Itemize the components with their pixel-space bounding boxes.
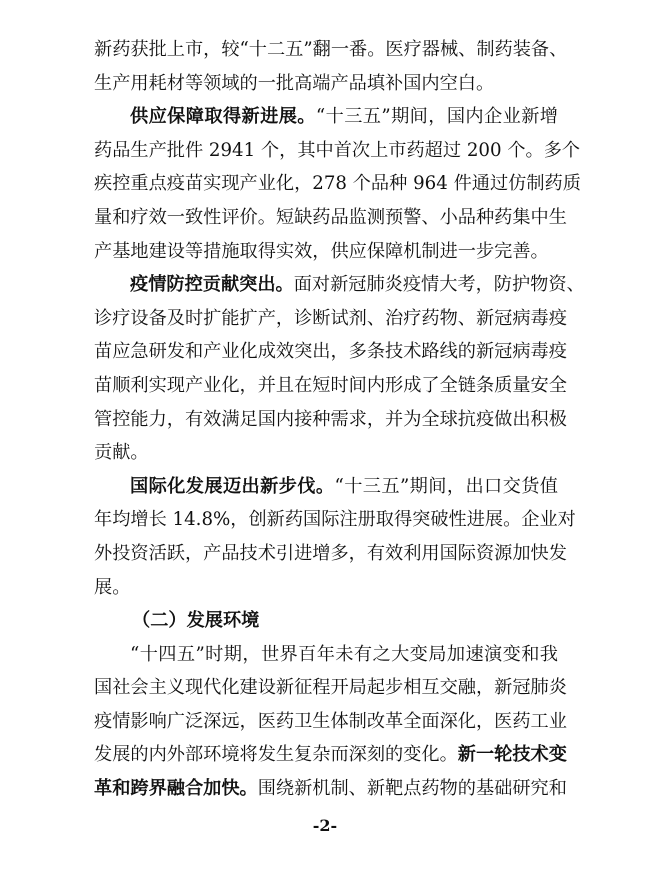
text-line: 国社会主义现代化建设新征程开局起步相互交融，新冠肺炎 <box>94 677 567 699</box>
text-line: 疫情影响广泛深远，医药卫生体制改革全面深化，医药工业 <box>94 710 567 732</box>
section-heading: （二）发展环境 <box>132 610 260 632</box>
text-line: 产基地建设等措施取得实效，供应保障机制进一步完善。 <box>94 240 549 262</box>
text-line: 苗顺利实现产业化，并且在短时间内形成了全链条质量安全 <box>94 374 567 396</box>
page-number: -2- <box>312 816 338 835</box>
text-line: 国际化发展迈出新步伐。“十三五”期间，出口交货值 <box>130 475 558 497</box>
text-line: 新药获批上市，较“十二五”翻一番。医疗器械、制药装备、 <box>94 39 568 60</box>
text-line: 生产用耗材等领域的一批高端产品填补国内空白。 <box>94 72 495 94</box>
text-line: 药品生产批件 2941 个，其中首次上市药超过 200 个。多个 <box>94 139 581 161</box>
text-line: 革和跨界融合加快。围绕新机制、新靶点药物的基础研究和 <box>94 778 567 800</box>
text-line: 供应保障取得新进展。“十三五”期间，国内企业新增 <box>130 106 558 128</box>
bold-lead: 革和跨界融合加快。 <box>94 778 258 800</box>
text-line: 苗应急研发和产业化成效突出，多条技术路线的新冠病毒疫 <box>94 341 567 363</box>
text-line: 疫情防控贡献突出。面对新冠肺炎疫情大考，防护物资、 <box>130 274 585 296</box>
text-line: 外投资活跃，产品技术引进增多，有效利用国际资源加快发 <box>94 542 567 564</box>
text-line: 诊疗设备及时扩能扩产，诊断试剂、治疗药物、新冠病毒疫 <box>94 307 567 329</box>
bold-lead: 国际化发展迈出新步伐。 <box>130 475 335 497</box>
bold-lead: 供应保障取得新进展。 <box>130 106 316 128</box>
text-line: 年均增长 14.8%，创新药国际注册取得突破性进展。企业对 <box>94 509 576 531</box>
text-line: 管控能力，有效满足国内接种需求，并为全球抗疫做出积极 <box>94 408 567 430</box>
text-line: 展。 <box>94 576 131 598</box>
bold-lead: 疫情防控贡献突出。 <box>130 274 294 296</box>
text-line: 疾控重点疫苗实现产业化，278 个品种 964 件通过仿制药质 <box>94 173 581 195</box>
bold-lead: 新一轮技术变 <box>457 744 567 766</box>
text-line: 量和疗效一致性评价。短缺药品监测预警、小品种药集中生 <box>94 206 567 228</box>
body-text <box>94 33 585 806</box>
text-line: 发展的内外部环境将发生复杂而深刻的变化。新一轮技术变 <box>94 744 567 766</box>
text-line: 贡献。 <box>94 442 149 464</box>
text-line: “十四五”时期，世界百年未有之大变局加速演变和我 <box>130 643 558 665</box>
